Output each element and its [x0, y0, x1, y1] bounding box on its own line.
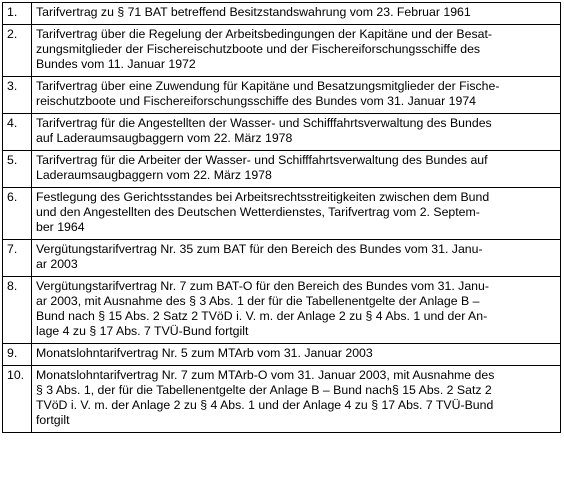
row-text: [32, 240, 561, 277]
text-line: Tarifvertrag zu § 71 BAT betreffend Besitzstandswahrung vom 23. Februar 1961: [36, 5, 471, 19]
text-line: lage 4 zu § 17 Abs. 7 TVÜ-Bund fortgilt: [36, 324, 249, 338]
row-text: [32, 114, 561, 151]
text-line: Tarifvertrag für die Arbeiter der Wasser- und Schifffahrtsverwaltung des Bundes auf: [36, 153, 488, 167]
table-row: [3, 25, 561, 77]
text-line: Tarifvertrag über eine Zuwendung für Kapitäne und Besatzungsmitglieder der Fische-: [36, 79, 500, 93]
row-number: 3.: [3, 77, 32, 114]
row-number: 9.: [3, 344, 32, 366]
text-line: Bundes vom 11. Januar 1972: [36, 57, 196, 71]
row-text: [32, 188, 561, 240]
text-line: und den Angestellten des Deutschen Wetterdienstes, Tarifvertrag vom 2. Septem-: [36, 205, 480, 219]
row-number: 1.: [3, 3, 32, 25]
row-text: [32, 277, 561, 344]
row-number: 8.: [3, 277, 32, 344]
row-number: 6.: [3, 188, 32, 240]
row-number: 5.: [3, 151, 32, 188]
table-row: [3, 114, 561, 151]
text-line: Laderaumsaugbaggern vom 22. März 1978: [36, 168, 272, 182]
agreements-table: [2, 2, 561, 433]
row-text: [32, 344, 561, 366]
text-line: fortgilt: [36, 413, 70, 427]
text-line: Monatslohntarifvertrag Nr. 7 zum MTArb-O vom 31. Januar 2003, mit Ausnahme des: [36, 368, 495, 382]
text-line: ar 2003, mit Ausnahme des § 3 Abs. 1 der für die Tabellenentgelte der Anlage B –: [36, 294, 480, 308]
row-number: 2.: [3, 25, 32, 77]
table-row: [3, 366, 561, 433]
row-text: [32, 366, 561, 433]
text-line: ber 1964: [36, 220, 85, 234]
row-number: 7.: [3, 240, 32, 277]
text-line: auf Laderaumsaugbaggern vom 22. März 1978: [36, 131, 293, 145]
row-number: 4.: [3, 114, 32, 151]
row-text: [32, 3, 561, 25]
row-number: 10.: [3, 366, 32, 433]
row-text: [32, 151, 561, 188]
text-line: Bund nach § 15 Abs. 2 Satz 2 TVöD i. V. m. der Anlage 2 zu § 4 Abs. 1 und der An-: [36, 309, 488, 323]
text-line: zungsmitglieder der Fischereischutzboote und der Fischereiforschungsschiffe des: [36, 42, 481, 56]
table-row: [3, 3, 561, 25]
table-row: [3, 77, 561, 114]
text-line: ar 2003: [36, 257, 78, 271]
row-text: [32, 77, 561, 114]
table-row: [3, 277, 561, 344]
text-line: § 3 Abs. 1, der für die Tabellenentgelte der Anlage B – Bund nach§ 15 Abs. 2 Satz 2: [36, 383, 492, 397]
text-line: TVöD i. V. m. der Anlage 2 zu § 4 Abs. 1 und der Anlage 4 zu § 17 Abs. 7 TVÜ-Bund: [36, 398, 494, 412]
row-text: [32, 25, 561, 77]
table-row: [3, 151, 561, 188]
table-row: [3, 240, 561, 277]
text-line: Tarifvertrag für die Angestellten der Wasser- und Schifffahrtsverwaltung des Bundes: [36, 116, 492, 130]
text-line: Tarifvertrag über die Regelung der Arbeitsbedingungen der Kapitäne und der Besat-: [36, 27, 492, 41]
text-line: reischutzboote und Fischereiforschungsschiffe des Bundes vom 31. Januar 1974: [36, 94, 476, 108]
table-row: [3, 344, 561, 366]
text-line: Vergütungstarifvertrag Nr. 7 zum BAT-O für den Bereich des Bundes vom 31. Janu-: [36, 279, 489, 293]
text-line: Monatslohntarifvertrag Nr. 5 zum MTArb vom 31. Januar 2003: [36, 346, 373, 360]
text-line: Festlegung des Gerichtsstandes bei Arbeitsrechtsstreitigkeiten zwischen dem Bund: [36, 190, 490, 204]
text-line: Vergütungstarifvertrag Nr. 35 zum BAT für den Bereich des Bundes vom 31. Janu-: [36, 242, 483, 256]
table-row: [3, 188, 561, 240]
